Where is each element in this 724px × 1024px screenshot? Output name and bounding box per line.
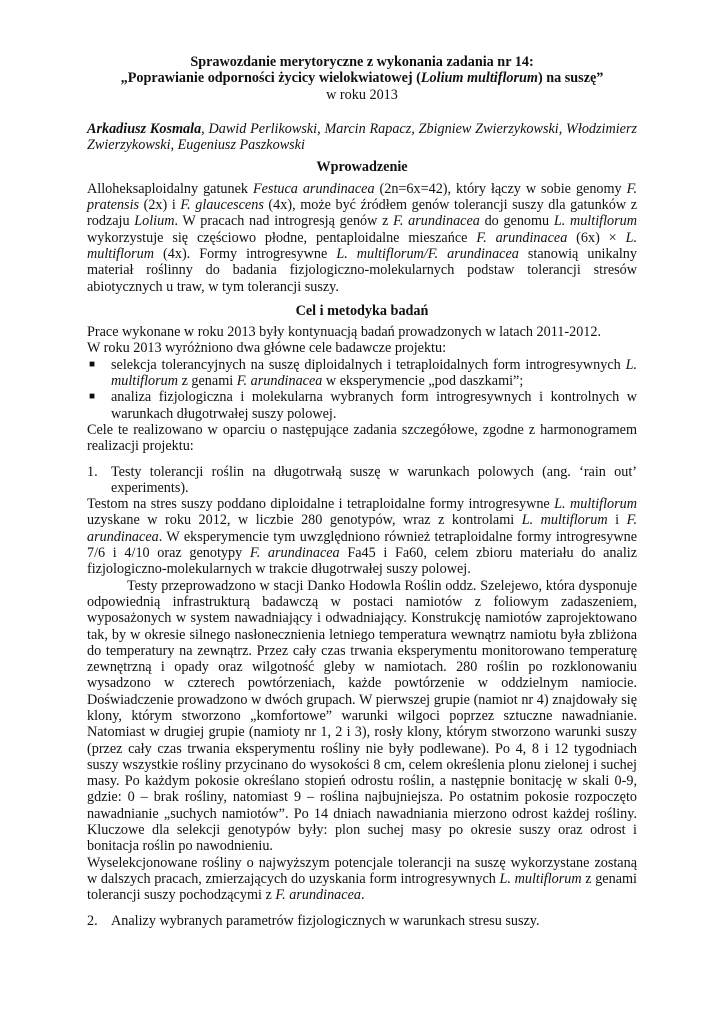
- title-text-end: ) na suszę”: [537, 70, 604, 87]
- co-authors: , Dawid Perlikowski, Marcin Rapacz, Zbigniew Zwierzykowski, Włodzimierz Zwierzykowski, Eugeniusz Paszkowski: [87, 120, 637, 154]
- methods-paragraph-1: Prace wykonane w roku 2013 były kontynuacją badań prowadzonych w latach 2011-2012.: [87, 324, 602, 341]
- goal-item-1: ■ selekcja tolerancyjnych na suszę diploidalnych i tetraploidalnych form introgresywnych L. multiflorum z genami F. arundinacea w eksperymencie „pod daszkami”;: [89, 356, 637, 390]
- title-line-1: Sprawozdanie merytoryczne z wykonania zadania nr 14:: [190, 54, 534, 70]
- heading-methods: Cel i metodyka badań: [295, 302, 429, 319]
- title-species: Lolium multiflorum: [420, 70, 538, 87]
- task-number: 2.: [87, 912, 98, 929]
- heading-introduction: Wprowadzenie: [316, 159, 408, 176]
- authors: [87, 121, 637, 154]
- title-line-3: w roku 2013: [326, 86, 398, 103]
- document-title: [87, 54, 637, 103]
- goal-item-2: ■ analiza fizjologiczna i molekularna wybranych form introgresywnych i kontrolnych w warunkach długotrwałej suszy polowej.: [89, 389, 637, 422]
- bullet-square-icon: ■: [89, 358, 96, 370]
- task-number: 1.: [87, 463, 98, 480]
- methods-paragraph-3: Cele te realizowano w oparciu o następujące zadania szczegółowe, zgodne z harmonogramem realizacji projektu:: [87, 421, 637, 455]
- bullet-square-icon: ■: [89, 391, 96, 403]
- methods-paragraph-4: Testom na stres suszy poddano diploidalne i tetraploidalne formy introgresywne L. multiflorum uzyskane w roku 2012, w liczbie 280 genotypów, wraz z kontrolami L. multiflorum i F. arundinacea. W eksperymencie tym uwzględniono również tetraploidalne formy introgresywne 7/6 i 4/10 oraz genotypy F. arundinacea Fa45 i Fa60, celem zbioru materiału do analiz fizjologiczno-molekularnych w trakcie długotrwałej suszy polowej.: [87, 496, 638, 578]
- intro-paragraph: Alloheksaploidalny gatunek Festuca arundinacea (2n=6x=42), który łączy w sobie genomy F. pratensis (2x) i F. glaucescens (4x), może być źródłem genów tolerancji suszy dla gatunków z rodzaju Lolium. W pracach nad introgresją genów z F. arundinacea do genomu L. multiflorum wykorzystuje się częściowo płodne, pentaploidalne mieszańce F. arundinacea (6x) × L. multiflorum (4x). Formy introgresywne L. multiflorum/F. arundinacea stanowią unikalny materiał roślinny do badania fizjologiczno-molekularnych podstaw tolerancji stresów abiotycznych u traw, w tym tolerancji suszy.: [87, 180, 638, 295]
- methods-paragraph-5: Testy przeprowadzono w stacji Danko Hodowla Roślin oddz. Szelejewo, która dysponuje odpowiednią infrastrukturą badawczą w postaci namiotów z foliowym zadaszeniem, wyposażonych w system nawadniający i odwadniający. Konstrukcję namiotów zaprojektowano tak, by w okresie silnego nasłonecznienia letniego temperatura wewnątrz namiotu była zbliżona do temperatury na zewnątrz. Przez cały czas trwania eksperymentu monitorowano temperaturę zewnętrzną i opady oraz wilgotność gleby w namiotach. 280 roślin po rozklonowaniu wysadzono w czterech powtórzeniach, każde powtórzenie w oddzielnym namiocie. Doświadczenie prowadzono w dwóch grupach. W pierwszej grupie (namiot nr 4) znajdowały się klony, którym stworzono „komfortowe” warunki wilgoci poprzez sztuczne nawadnianie. Natomiast w drugiej grupie (namioty nr 1, 2 i 3), rosły klony, którym stworzono warunki suszy (przez cały czas trwania eksperymentu rośliny nie były podlewane). Po 4, 8 i 12 tygodniach suszy wszystkie rośliny przycinano do wysokości 8 cm, celem określenia plonu zielonej i suchej masy. Po każdym pokosie określano stopień odrostu roślin, a następnie bonitację w skali 0-9, gdzie: 0 – brak rośliny, natomiast 9 – roślina najbujniejsza. Po ostatnim pokosie rozpoczęto nawadnianie „suchych namiotów”. Po 14 dniach nawadniania mierzono odrost każdej rośliny. Kluczowe dla selekcji genotypów były: plon suchej masy po okresie suszy oraz odrost i bonitacja roślin po nawodnieniu.: [87, 577, 637, 855]
- goals-list: [87, 357, 637, 422]
- methods-paragraph-6: Wyselekcjonowane rośliny o najwyższym potencjale tolerancji na suszę wykorzystane zostaną w dalszych pracach, zmierzających do uzyskania form introgresywnych L. multiflorum z genami tolerancji suszy pochodzącymi z F. arundinacea.: [87, 854, 637, 904]
- title-line-2: [87, 70, 637, 86]
- lead-author: Arkadiusz Kosmala: [87, 120, 202, 137]
- title-text: „Poprawianie odporności życicy wielokwiatowej (: [120, 70, 421, 87]
- task-item-1: 1. Testy tolerancji roślin na długotrwałą suszę w warunkach polowych (ang. ‘rain out’ experiments).: [87, 463, 637, 496]
- methods-paragraph-2: W roku 2013 wyróżniono dwa główne cele badawcze projektu:: [87, 340, 447, 357]
- task-item-2: 2. Analizy wybranych parametrów fizjologicznych w warunkach stresu suszy.: [87, 912, 540, 929]
